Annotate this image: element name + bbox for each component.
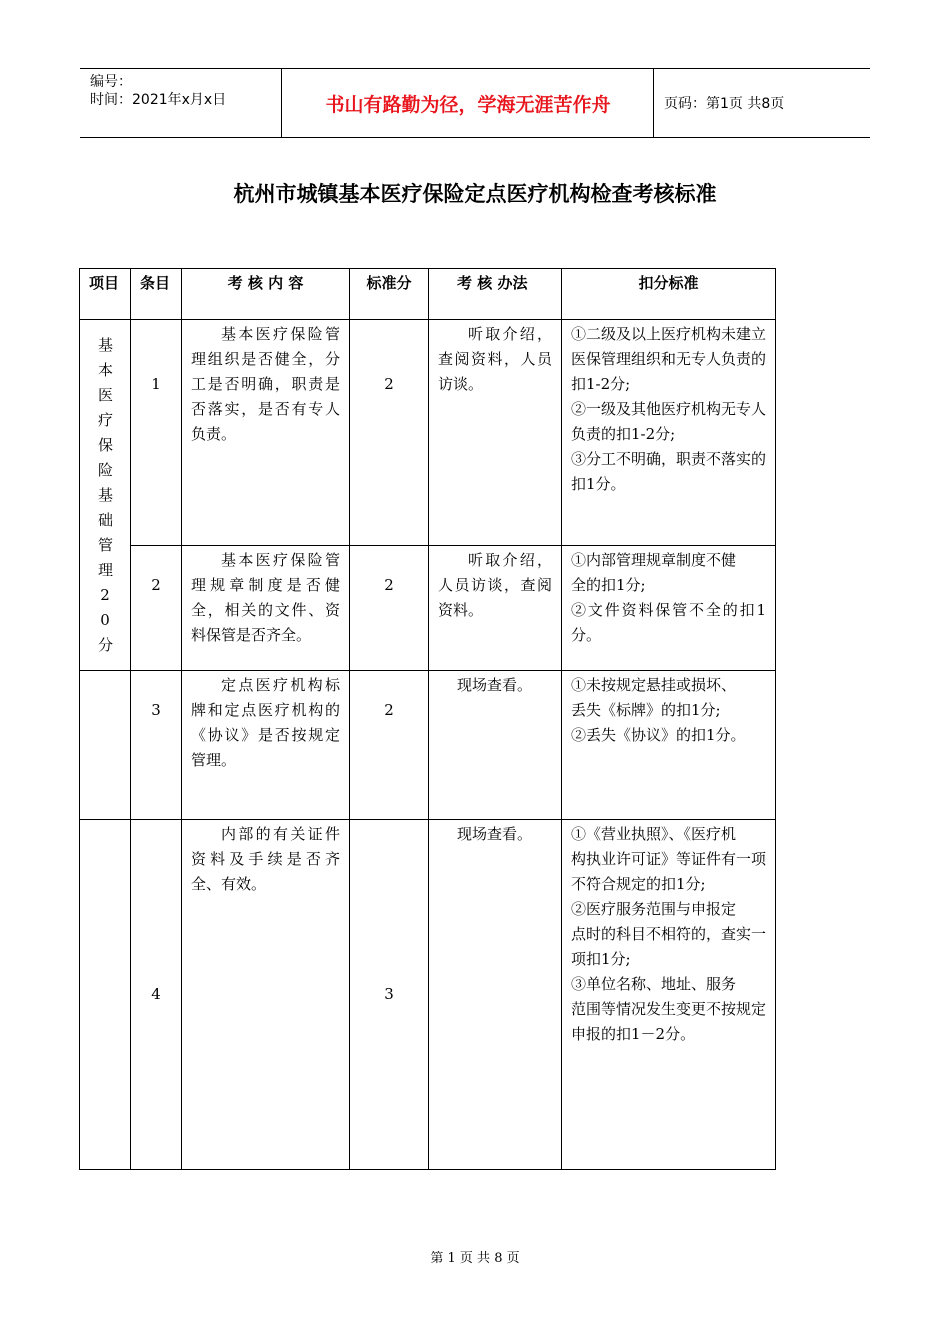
header-deduct: 扣分标准 xyxy=(562,269,776,320)
row-deduct: ①未按规定悬挂或损坏、 丢失《标牌》的扣1分; ②丢失《协议》的扣1分。 xyxy=(562,671,776,820)
header-score: 标准分 xyxy=(350,269,429,320)
table-row xyxy=(80,546,776,671)
row-method: 听取介绍，人员访谈，查阅资料。 xyxy=(429,546,562,671)
row-deduct: ①二级及以上医疗机构未建立医保管理组织和无专人负责的扣1-2分; ②一级及其他医疗机构无专人负责的扣1-2分; ③分工不明确，职责不落实的扣1分。 xyxy=(562,320,776,546)
table-row xyxy=(80,820,776,1170)
header-page-code: 页码：第1页 共8页 xyxy=(664,96,785,112)
page-title: 杭州市城镇基本医疗保险定点医疗机构检查考核标准 xyxy=(233,182,717,206)
row-content: 基本医疗保险管理规章制度是否健全，相关的文件、资料保管是否齐全。 xyxy=(182,546,350,671)
inspection-table xyxy=(79,268,776,1170)
table-header-row xyxy=(80,269,776,320)
blank-section-cell xyxy=(80,820,131,1170)
row-no: 2 xyxy=(131,546,182,671)
row-deduct: ①《营业执照》、《医疗机 构执业许可证》等证件有一项不符合规定的扣1分; ②医疗服务范围与申报定 点时的科目不相符的，查实一项扣1分; ③单位名称、地址、服务 范围等情况发生变更不按规定申报的扣1－2分。 xyxy=(562,820,776,1170)
time-label: 时间：2021年x月x日 xyxy=(90,92,227,108)
table-row xyxy=(80,671,776,820)
row-deduct: ①内部管理规章制度不健 全的扣1分; ②文件资料保管不全的扣1分。 xyxy=(562,546,776,671)
row-content: 定点医疗机构标牌和定点医疗机构的《协议》是否按规定管理。 xyxy=(182,671,350,820)
row-content: 内部的有关证件资料及手续是否齐全、有效。 xyxy=(182,820,350,1170)
row-no: 3 xyxy=(131,671,182,820)
header-meta xyxy=(80,69,282,137)
row-no: 4 xyxy=(131,820,182,1170)
row-method: 现场查看。 xyxy=(429,671,562,820)
row-score: 2 xyxy=(350,320,429,546)
table-row xyxy=(80,320,776,546)
section-label: 基本医疗保险基础管理20分 xyxy=(98,335,114,654)
number-label: 编号： xyxy=(90,74,132,90)
document-header xyxy=(80,68,870,138)
header-method: 考 核 办法 xyxy=(429,269,562,320)
row-score: 2 xyxy=(350,546,429,671)
row-content: 基本医疗保险管理组织是否健全，分工是否明确，职责是否落实，是否有专人负责。 xyxy=(182,320,350,546)
row-method: 现场查看。 xyxy=(429,820,562,1170)
row-score: 3 xyxy=(350,820,429,1170)
section-cell xyxy=(80,320,131,671)
header-content: 考 核 内 容 xyxy=(182,269,350,320)
header-item: 项目 xyxy=(80,269,131,320)
blank-section-cell xyxy=(80,671,131,820)
row-no: 1 xyxy=(131,320,182,546)
row-method: 听取介绍，查阅资料，人员访谈。 xyxy=(429,320,562,546)
header-slogan: 书山有路勤为径，学海无涯苦作舟 xyxy=(283,69,654,137)
header-no: 条目 xyxy=(131,269,182,320)
page-footer: 第 1 页 共 8 页 xyxy=(430,1251,520,1266)
row-score: 2 xyxy=(350,671,429,820)
